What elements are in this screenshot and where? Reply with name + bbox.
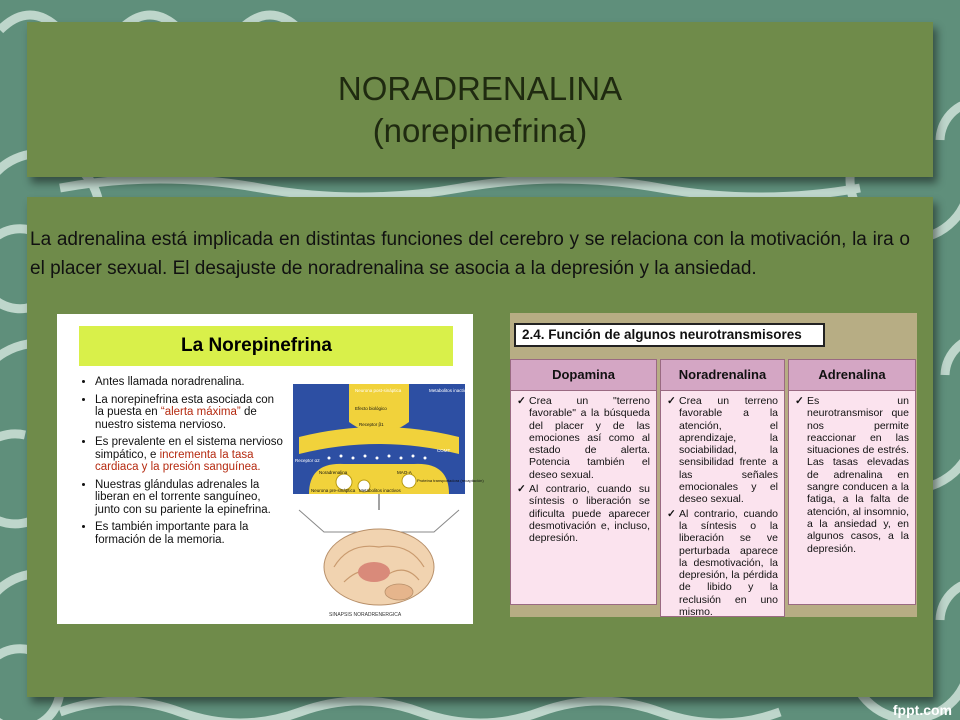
norepinefrina-banner: La Norepinefrina xyxy=(79,326,453,366)
norepinefrina-infographic xyxy=(57,314,484,624)
column-adrenalina xyxy=(788,359,916,605)
table-title: 2.4. Función de algunos neurotransmisores xyxy=(514,323,825,347)
label-receptor-b1: Receptor β1 xyxy=(359,422,384,427)
list-item: ✓ Crea un terreno favorable a la atención, el aprendizaje, la sociabilidad, la sensibilidad frente a las señales emocionales y el deseo sexual. xyxy=(667,395,778,506)
label-neurona-post: Neurona post-sináptica xyxy=(355,388,402,393)
column-header: Adrenalina xyxy=(789,360,915,391)
list-item: • La norepinefrina esta asociada con la puesta en “alerta máxima” de nuestro sistema nervioso. xyxy=(95,394,285,432)
column-header: Noradrenalina xyxy=(661,360,784,391)
list-item: • Es también importante para la formación de la memoria. xyxy=(95,521,285,546)
label-neurona-pre: Neurona pre-sináptica xyxy=(311,488,356,493)
column-noradrenalina xyxy=(660,359,785,617)
list-item: ✓ Es un neurotransmisor que nos permite reaccionar en las situaciones de estrés. Las tasas elevadas de adrenalina en sangre conducen a la fatiga, a la falta de atención, al insomnio, a la ansiedad y, en algunos casos, a la depresión. xyxy=(795,395,909,555)
list-item: • Nuestras glándulas adrenales la liberan en el torrente sanguíneo, junto con su pariente la epinefrina. xyxy=(95,479,285,517)
list-item: • Antes llamada noradrenalina. xyxy=(95,376,285,389)
label-noradrenalina: Noradrenalina xyxy=(319,470,348,475)
fppt-logo: fppt.com xyxy=(892,702,952,718)
title-panel xyxy=(27,22,933,177)
list-item: ✓ Al contrario, cuando la síntesis o la liberación se ve perturbada aparece la desmotivación, la depresión, la pérdida de libido y la reclusión en uno mismo. xyxy=(667,508,778,619)
label-proteina: Proteína transportadora (recaptación) xyxy=(417,478,484,483)
list-item: ✓ Al contrario, cuando su síntesis o liberación se dificulta puede aparecer desmotivación e, incluso, depresión. xyxy=(517,483,650,544)
label-metabolitos-bottom: Metabolitos inactivos xyxy=(359,488,401,493)
norepinefrina-list xyxy=(81,376,285,551)
synapse-diagram xyxy=(289,382,484,620)
label-efecto: Efecto biológico xyxy=(355,406,387,411)
list-item: • Es prevalente en el sistema nervioso simpático, e incrementa la tasa cardiaca y la presión sanguínea. xyxy=(95,436,285,474)
intro-paragraph: La adrenalina está implicada en distintas funciones del cerebro y se relaciona con la motivación, la ira o el placer sexual. El desajuste de noradrenalina se asocia a la depresión y la ansiedad. xyxy=(30,229,910,279)
column-dopamina xyxy=(510,359,657,605)
label-comt: COMT xyxy=(437,448,451,453)
column-header: Dopamina xyxy=(511,360,656,391)
list-item: ✓ Crea un "terreno favorable" a la búsqueda del placer y de las emociones así como al estado de alerta. Potencia también el deseo sexual. xyxy=(517,395,650,481)
label-metabolitos-top: Metabolitos inactivos xyxy=(429,388,471,393)
label-maoa: MAO-A xyxy=(397,470,412,475)
synapse-caption: SINAPSIS NORADRENERGICA xyxy=(329,612,402,618)
brain-illustration xyxy=(324,529,434,605)
label-receptor-a2: Receptor α2 xyxy=(295,458,320,463)
neurotransmitter-table-image xyxy=(510,313,917,617)
slide-title: NORADRENALINA xyxy=(337,70,623,107)
slide-subtitle: (norepinefrina) xyxy=(372,112,588,149)
